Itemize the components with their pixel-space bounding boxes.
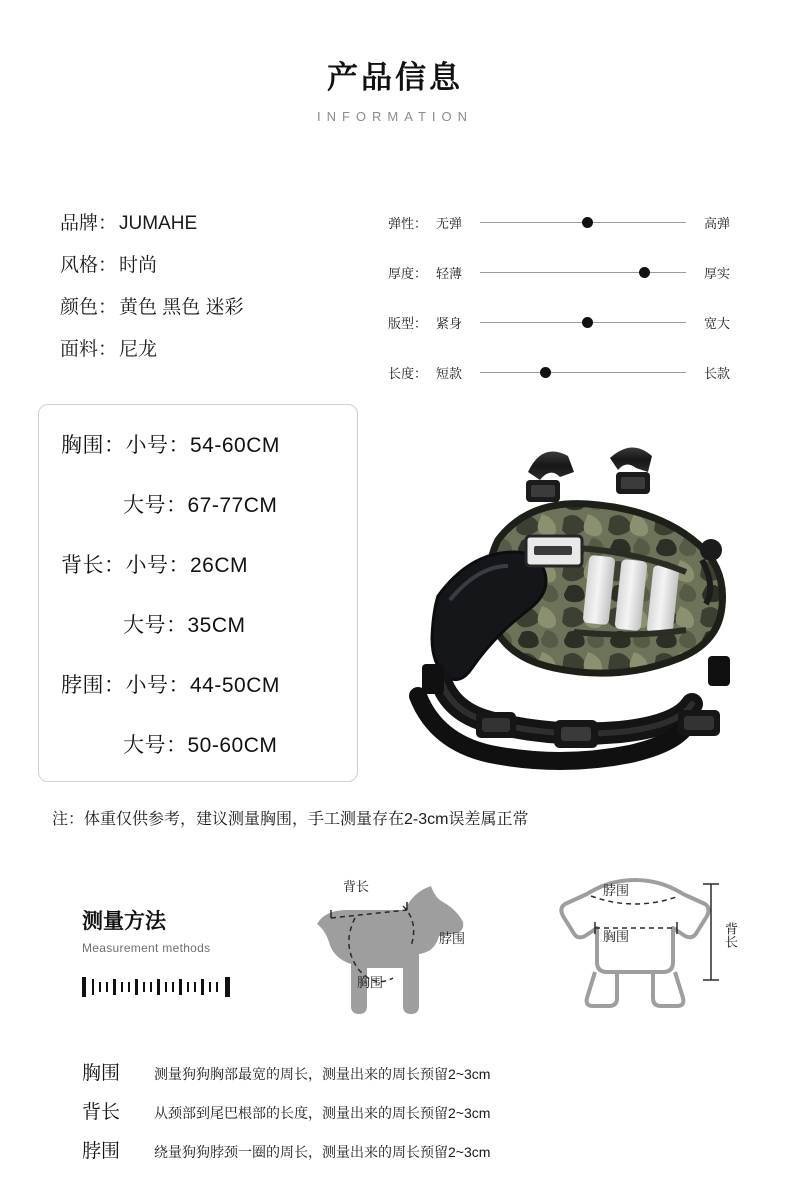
slider-row-thickness: [388, 262, 730, 282]
size-tier-chest-large: 大号：: [123, 494, 188, 517]
size-row-neck-small: [61, 669, 280, 699]
spec-row-color: [60, 298, 370, 319]
size-row-chest-large: [123, 489, 277, 519]
definition-desc-chest: 测量狗狗胸部最宽的周长，测量出来的周长预留2~3cm: [154, 1066, 491, 1082]
definition-term-neck: 脖围: [82, 1141, 121, 1162]
definition-desc-back: 从颈部到尾巴根部的长度，测量出来的周长预留2~3cm: [154, 1105, 491, 1121]
measurement-note: 注：体重仅供参考，建议测量胸围，手工测量存在2-3cm误差属正常: [52, 811, 529, 828]
slider-label-elasticity: 弹性：: [388, 215, 428, 231]
dog-label-chest: 胸围: [357, 975, 384, 990]
spec-label-color: 颜色：: [60, 296, 118, 318]
size-tier-neck-large: 大号：: [123, 734, 188, 757]
slider-knob-elasticity[interactable]: [582, 217, 593, 228]
size-name-chest: 胸围：: [61, 434, 126, 457]
dog-label-neck: 脖围: [439, 931, 466, 946]
definition-term-chest: 胸围: [82, 1063, 121, 1084]
definition-term-back: 背长: [82, 1102, 121, 1123]
slider-knob-thickness[interactable]: [639, 267, 650, 278]
spec-list: [60, 214, 370, 382]
size-tier-chest-small: 小号：: [125, 434, 190, 457]
slider-left-tag-length: 短款: [436, 365, 463, 381]
size-tier-neck-small: 小号：: [125, 674, 190, 697]
slider-right-tag-length: 长款: [703, 365, 730, 381]
spec-value-fabric: 尼龙: [119, 338, 158, 360]
measurement-methods-heading: [82, 905, 282, 955]
slider-label-length: 长度：: [388, 365, 428, 381]
size-row-back-large: [123, 609, 246, 639]
spec-value-style: 时尚: [119, 254, 158, 276]
vest-label-neck: 脖围: [603, 883, 630, 898]
slider-track-thickness[interactable]: [480, 272, 686, 273]
size-value-back-large: 35CM: [187, 614, 246, 637]
slider-label-thickness: 厚度：: [388, 265, 428, 281]
slider-left-tag-fit: 紧身: [436, 315, 463, 331]
size-row-chest-small: [61, 429, 280, 459]
slider-left-tag-thickness: 轻薄: [436, 265, 463, 281]
definition-desc-neck: 绕量狗狗脖颈一圈的周长，测量出来的周长预留2~3cm: [154, 1144, 491, 1160]
vest-measurement-diagram: [525, 866, 740, 1026]
attribute-sliders: [388, 212, 730, 412]
slider-right-tag-elasticity: 高弹: [703, 215, 730, 231]
vest-label-chest: 胸围: [603, 929, 630, 944]
ruler-icon: [82, 975, 230, 999]
size-chart-box: [38, 404, 358, 782]
spec-row-style: [60, 256, 370, 277]
size-value-neck-large: 50-60CM: [187, 734, 278, 757]
definition-row-neck: [82, 1136, 722, 1163]
slider-knob-fit[interactable]: [582, 317, 593, 328]
spec-label-brand: 品牌：: [60, 213, 118, 234]
product-image: [378, 420, 768, 790]
size-value-chest-small: 54-60CM: [190, 434, 280, 457]
slider-row-length: [388, 362, 730, 382]
size-tier-back-small: 小号：: [125, 554, 190, 577]
slider-row-elasticity: [388, 212, 730, 232]
size-name-back: 背长：: [61, 554, 126, 577]
spec-row-fabric: [60, 340, 370, 361]
slider-right-tag-fit: 宽大: [703, 315, 730, 331]
definition-row-back: [82, 1097, 722, 1124]
measurement-methods-subtitle: Measurement methods: [82, 941, 211, 955]
spec-row-brand: [60, 214, 370, 235]
slider-row-fit: [388, 312, 730, 332]
slider-label-fit: 版型：: [388, 315, 428, 331]
size-row-back-small: [61, 549, 248, 579]
size-value-back-small: 26CM: [190, 554, 249, 577]
spec-label-style: 风格：: [60, 254, 118, 276]
spec-value-color: 黄色 黑色 迷彩: [119, 296, 244, 318]
slider-right-tag-thickness: 厚实: [703, 265, 730, 281]
definition-list: [82, 1058, 722, 1175]
slider-track-elasticity[interactable]: [480, 222, 686, 223]
size-name-neck: 脖围：: [61, 674, 126, 697]
spec-label-fabric: 面料：: [60, 338, 118, 360]
dog-measurement-diagram: [295, 872, 485, 1022]
size-tier-back-large: 大号：: [123, 614, 188, 637]
size-row-neck-large: [123, 729, 277, 759]
slider-track-fit[interactable]: [480, 322, 686, 323]
measurement-methods-title: 测量方法: [82, 910, 166, 933]
slider-knob-length[interactable]: [540, 367, 551, 378]
page-header: [0, 52, 790, 124]
spec-value-brand: JUMAHE: [119, 213, 198, 234]
vest-label-back-length: 背长: [723, 922, 738, 948]
definition-row-chest: [82, 1058, 722, 1085]
dog-label-back-length: 背长: [343, 879, 370, 894]
slider-track-length[interactable]: [480, 372, 686, 373]
size-value-neck-small: 44-50CM: [190, 674, 280, 697]
page-title: 产品信息: [327, 60, 463, 95]
slider-left-tag-elasticity: 无弹: [436, 215, 463, 231]
page-subtitle: INFORMATION: [316, 109, 474, 124]
size-value-chest-large: 67-77CM: [187, 494, 278, 517]
